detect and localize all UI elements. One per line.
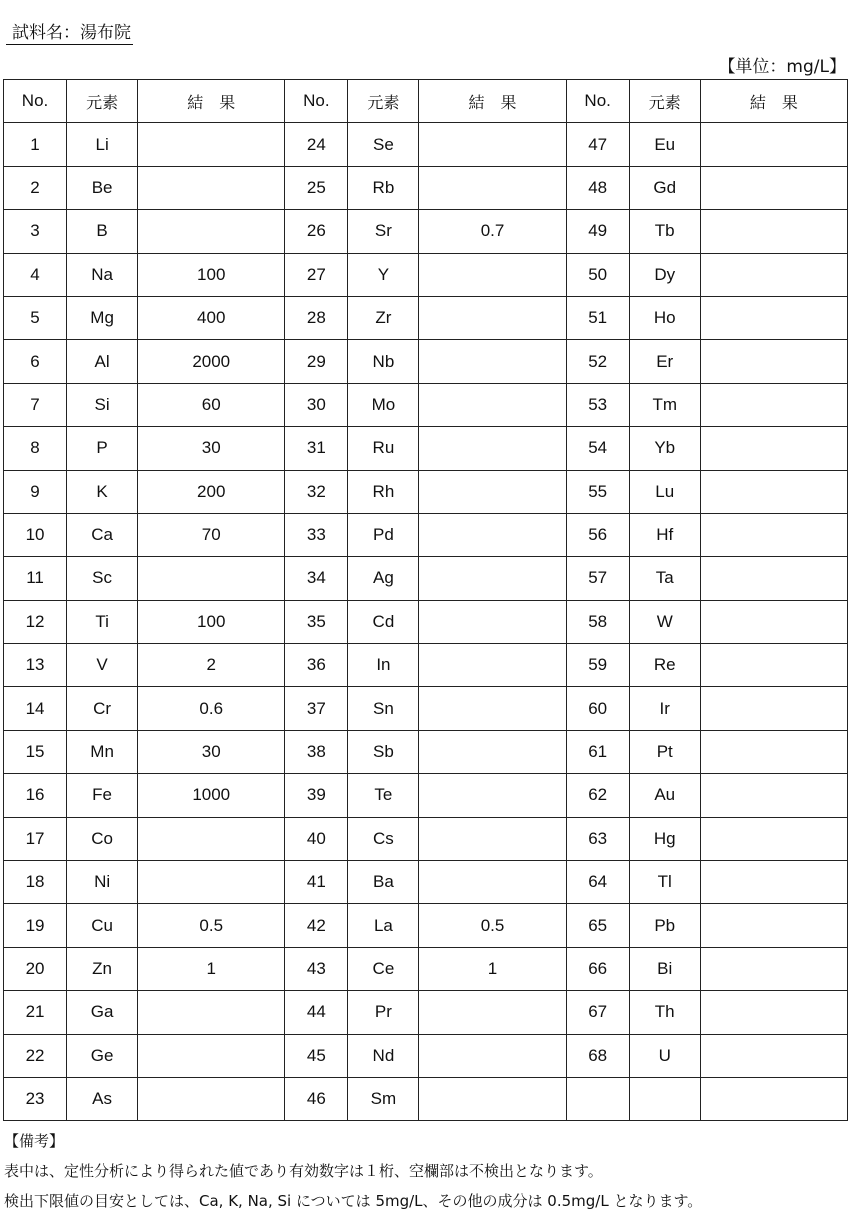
element-cell: Pd [348, 513, 419, 556]
notes-line-2: 検出下限値の目安としては、Ca, K, Na, Si については 5mg/L、その他の成分は 0.5mg/L となります。 [4, 1192, 703, 1210]
element-cell: In [348, 644, 419, 687]
sample-name-label: 試料名：湯布院 [6, 18, 133, 45]
table-row [4, 470, 848, 513]
element-cell: As [67, 1077, 138, 1120]
no-cell: 18 [4, 861, 67, 904]
result-cell [419, 817, 566, 860]
result-cell [700, 166, 847, 209]
element-cell: Cr [67, 687, 138, 730]
element-cell: Hf [629, 513, 700, 556]
header-result: 結 果 [419, 80, 566, 123]
result-cell [419, 991, 566, 1034]
result-cell [700, 947, 847, 990]
result-cell [138, 991, 285, 1034]
element-cell: Nb [348, 340, 419, 383]
table-row [4, 296, 848, 339]
no-cell: 37 [285, 687, 348, 730]
no-cell: 65 [566, 904, 629, 947]
header-no: No. [4, 80, 67, 123]
element-cell: Ho [629, 296, 700, 339]
result-cell: 60 [138, 383, 285, 426]
no-cell: 57 [566, 557, 629, 600]
no-cell: 1 [4, 123, 67, 166]
element-cell: Li [67, 123, 138, 166]
element-cell [629, 1077, 700, 1120]
element-cell: Bi [629, 947, 700, 990]
no-cell: 64 [566, 861, 629, 904]
table-row [4, 730, 848, 773]
result-cell [700, 557, 847, 600]
no-cell: 32 [285, 470, 348, 513]
no-cell: 63 [566, 817, 629, 860]
result-cell: 100 [138, 253, 285, 296]
no-cell: 27 [285, 253, 348, 296]
no-cell: 25 [285, 166, 348, 209]
element-cell: Dy [629, 253, 700, 296]
element-cell: Si [67, 383, 138, 426]
result-cell [138, 1034, 285, 1077]
element-cell: Co [67, 817, 138, 860]
table-row [4, 513, 848, 556]
no-cell: 67 [566, 991, 629, 1034]
result-cell [700, 427, 847, 470]
table-row [4, 253, 848, 296]
element-cell: Th [629, 991, 700, 1034]
result-cell [138, 1077, 285, 1120]
result-cell: 0.5 [138, 904, 285, 947]
no-cell: 35 [285, 600, 348, 643]
element-cell: Ir [629, 687, 700, 730]
result-cell: 0.5 [419, 904, 566, 947]
no-cell: 17 [4, 817, 67, 860]
table-row [4, 427, 848, 470]
table-row [4, 340, 848, 383]
result-cell [700, 123, 847, 166]
header-result: 結 果 [700, 80, 847, 123]
element-cell: Mn [67, 730, 138, 773]
element-cell: Ti [67, 600, 138, 643]
header-no: No. [285, 80, 348, 123]
result-cell [419, 296, 566, 339]
result-cell [700, 296, 847, 339]
table-row [4, 861, 848, 904]
result-cell [138, 166, 285, 209]
no-cell: 47 [566, 123, 629, 166]
element-cell: Ta [629, 557, 700, 600]
element-cell: U [629, 1034, 700, 1077]
no-cell: 62 [566, 774, 629, 817]
element-cell: Zr [348, 296, 419, 339]
no-cell: 43 [285, 947, 348, 990]
result-cell [700, 383, 847, 426]
element-cell: Mo [348, 383, 419, 426]
result-cell: 1 [419, 947, 566, 990]
no-cell: 20 [4, 947, 67, 990]
no-cell: 56 [566, 513, 629, 556]
element-cell: Pt [629, 730, 700, 773]
no-cell: 52 [566, 340, 629, 383]
element-cell: Sm [348, 1077, 419, 1120]
result-cell [419, 253, 566, 296]
no-cell: 10 [4, 513, 67, 556]
notes-line-1: 表中は、定性分析により得られた値であり有効数字は１桁、空欄部は不検出となります。 [4, 1162, 603, 1180]
element-cell: Gd [629, 166, 700, 209]
result-cell [419, 1077, 566, 1120]
no-cell: 31 [285, 427, 348, 470]
result-cell: 30 [138, 730, 285, 773]
result-cell [700, 340, 847, 383]
no-cell: 16 [4, 774, 67, 817]
element-cell: Sb [348, 730, 419, 773]
result-cell: 0.6 [138, 687, 285, 730]
no-cell: 7 [4, 383, 67, 426]
element-cell: Ni [67, 861, 138, 904]
no-cell: 26 [285, 210, 348, 253]
table-row [4, 1077, 848, 1120]
no-cell: 21 [4, 991, 67, 1034]
result-cell [700, 210, 847, 253]
element-cell: Pb [629, 904, 700, 947]
result-cell [700, 817, 847, 860]
no-cell: 68 [566, 1034, 629, 1077]
no-cell: 33 [285, 513, 348, 556]
element-cell: Lu [629, 470, 700, 513]
header-element: 元素 [67, 80, 138, 123]
element-cell: W [629, 600, 700, 643]
result-cell: 2000 [138, 340, 285, 383]
no-cell: 29 [285, 340, 348, 383]
result-cell: 100 [138, 600, 285, 643]
result-cell: 0.7 [419, 210, 566, 253]
result-cell [419, 513, 566, 556]
element-cell: Na [67, 253, 138, 296]
element-cell: Hg [629, 817, 700, 860]
no-cell: 66 [566, 947, 629, 990]
table-row [4, 774, 848, 817]
element-cell: Cu [67, 904, 138, 947]
result-cell [419, 383, 566, 426]
no-cell: 61 [566, 730, 629, 773]
element-cell: Y [348, 253, 419, 296]
result-cell [419, 1034, 566, 1077]
element-cell: Ce [348, 947, 419, 990]
no-cell: 5 [4, 296, 67, 339]
table-row [4, 166, 848, 209]
element-cell: V [67, 644, 138, 687]
header-element: 元素 [629, 80, 700, 123]
no-cell: 24 [285, 123, 348, 166]
result-cell: 400 [138, 296, 285, 339]
element-cell: Re [629, 644, 700, 687]
no-cell: 19 [4, 904, 67, 947]
no-cell: 55 [566, 470, 629, 513]
element-cell: Cd [348, 600, 419, 643]
result-cell [419, 470, 566, 513]
element-cell: Rh [348, 470, 419, 513]
no-cell: 42 [285, 904, 348, 947]
element-cell: Ba [348, 861, 419, 904]
result-cell [700, 774, 847, 817]
result-cell [138, 861, 285, 904]
result-cell [700, 470, 847, 513]
element-cell: Ge [67, 1034, 138, 1077]
element-cell: Ru [348, 427, 419, 470]
no-cell [566, 1077, 629, 1120]
element-cell: Te [348, 774, 419, 817]
header-no: No. [566, 80, 629, 123]
result-cell [419, 340, 566, 383]
element-cell: Au [629, 774, 700, 817]
result-cell [700, 513, 847, 556]
element-cell: Cs [348, 817, 419, 860]
no-cell: 50 [566, 253, 629, 296]
result-cell [700, 730, 847, 773]
element-cell: Tm [629, 383, 700, 426]
no-cell: 14 [4, 687, 67, 730]
element-cell: La [348, 904, 419, 947]
element-cell: Er [629, 340, 700, 383]
element-cell: Yb [629, 427, 700, 470]
table-row [4, 947, 848, 990]
no-cell: 44 [285, 991, 348, 1034]
result-cell: 1000 [138, 774, 285, 817]
no-cell: 53 [566, 383, 629, 426]
no-cell: 22 [4, 1034, 67, 1077]
element-cell: Mg [67, 296, 138, 339]
header-element: 元素 [348, 80, 419, 123]
no-cell: 15 [4, 730, 67, 773]
result-cell [138, 817, 285, 860]
result-cell [138, 557, 285, 600]
table-row [4, 600, 848, 643]
no-cell: 59 [566, 644, 629, 687]
result-cell [700, 600, 847, 643]
no-cell: 51 [566, 296, 629, 339]
table-row [4, 210, 848, 253]
no-cell: 9 [4, 470, 67, 513]
element-cell: Pr [348, 991, 419, 1034]
result-cell [419, 644, 566, 687]
result-cell [419, 861, 566, 904]
element-cell: Rb [348, 166, 419, 209]
result-cell [700, 1077, 847, 1120]
result-cell [700, 991, 847, 1034]
element-cell: Be [67, 166, 138, 209]
table-header-row [4, 80, 848, 123]
result-cell [138, 123, 285, 166]
element-cell: B [67, 210, 138, 253]
no-cell: 8 [4, 427, 67, 470]
result-cell [700, 861, 847, 904]
result-cell [700, 687, 847, 730]
no-cell: 54 [566, 427, 629, 470]
result-cell [419, 687, 566, 730]
table-row [4, 817, 848, 860]
table-row [4, 557, 848, 600]
header-result: 結 果 [138, 80, 285, 123]
element-results-table [3, 79, 848, 1121]
no-cell: 4 [4, 253, 67, 296]
notes-section [4, 1126, 702, 1216]
no-cell: 48 [566, 166, 629, 209]
no-cell: 41 [285, 861, 348, 904]
no-cell: 6 [4, 340, 67, 383]
result-cell [419, 123, 566, 166]
result-cell [419, 600, 566, 643]
result-cell [419, 166, 566, 209]
no-cell: 30 [285, 383, 348, 426]
no-cell: 34 [285, 557, 348, 600]
element-cell: Zn [67, 947, 138, 990]
no-cell: 58 [566, 600, 629, 643]
no-cell: 39 [285, 774, 348, 817]
unit-label: 【単位：mg/L】 [718, 57, 846, 77]
table-row [4, 1034, 848, 1077]
table-row [4, 687, 848, 730]
result-cell [419, 427, 566, 470]
no-cell: 36 [285, 644, 348, 687]
no-cell: 49 [566, 210, 629, 253]
no-cell: 38 [285, 730, 348, 773]
element-cell: P [67, 427, 138, 470]
element-cell: Ag [348, 557, 419, 600]
no-cell: 28 [285, 296, 348, 339]
no-cell: 60 [566, 687, 629, 730]
result-cell [700, 253, 847, 296]
element-cell: Se [348, 123, 419, 166]
element-cell: Ca [67, 513, 138, 556]
element-cell: Sr [348, 210, 419, 253]
no-cell: 45 [285, 1034, 348, 1077]
result-cell [419, 557, 566, 600]
result-cell: 2 [138, 644, 285, 687]
table-row [4, 123, 848, 166]
element-cell: Tl [629, 861, 700, 904]
result-cell: 30 [138, 427, 285, 470]
table-row [4, 383, 848, 426]
no-cell: 46 [285, 1077, 348, 1120]
no-cell: 11 [4, 557, 67, 600]
notes-heading: 【備考】 [4, 1132, 65, 1150]
result-cell: 200 [138, 470, 285, 513]
no-cell: 40 [285, 817, 348, 860]
result-cell [138, 210, 285, 253]
no-cell: 2 [4, 166, 67, 209]
element-cell: Nd [348, 1034, 419, 1077]
result-cell [700, 904, 847, 947]
result-cell: 1 [138, 947, 285, 990]
element-cell: Fe [67, 774, 138, 817]
no-cell: 23 [4, 1077, 67, 1120]
no-cell: 12 [4, 600, 67, 643]
table-row [4, 644, 848, 687]
result-cell [700, 644, 847, 687]
table-row [4, 904, 848, 947]
element-cell: Sn [348, 687, 419, 730]
element-cell: Sc [67, 557, 138, 600]
element-cell: K [67, 470, 138, 513]
result-cell [419, 730, 566, 773]
no-cell: 13 [4, 644, 67, 687]
element-cell: Al [67, 340, 138, 383]
result-cell [700, 1034, 847, 1077]
result-cell: 70 [138, 513, 285, 556]
table-row [4, 991, 848, 1034]
element-cell: Ga [67, 991, 138, 1034]
element-cell: Eu [629, 123, 700, 166]
result-cell [419, 774, 566, 817]
element-cell: Tb [629, 210, 700, 253]
no-cell: 3 [4, 210, 67, 253]
